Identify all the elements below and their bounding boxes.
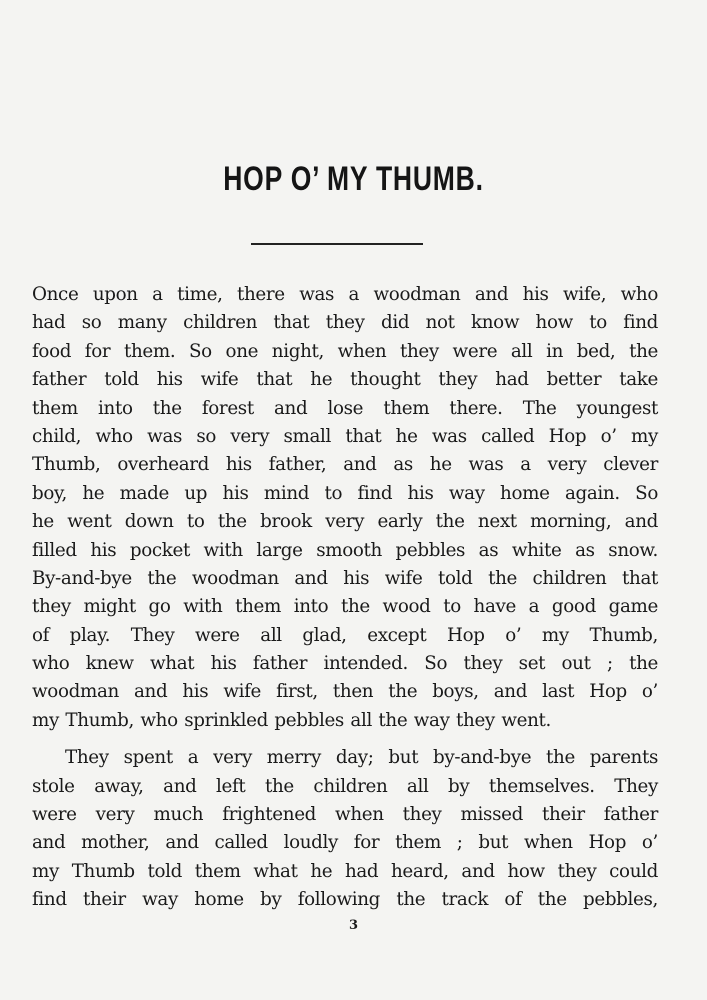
text-line: By-and-bye the woodman and his wife told the children that bbox=[32, 567, 658, 589]
text-line: my Thumb, who sprinkled pebbles all the way they went. bbox=[32, 709, 552, 731]
text-line: boy, he made up his mind to find his way home again. So bbox=[32, 482, 658, 504]
paragraph-2 bbox=[32, 744, 658, 914]
text-line: They spent a very merry day; but by-and-bye the parents bbox=[65, 747, 658, 769]
text-line: he went down to the brook very early the next morning, and bbox=[32, 511, 658, 533]
text-line: my Thumb told them what he had heard, and how they could bbox=[32, 860, 658, 882]
text-line: filled his pocket with large smooth pebbles as white as snow. bbox=[32, 539, 658, 561]
text-line: Once upon a time, there was a woodman and his wife, who bbox=[32, 284, 658, 305]
body-text bbox=[32, 281, 658, 915]
text-line: had so many children that they did not know how to find bbox=[32, 312, 658, 334]
text-line: woodman and his wife first, then the boys, and last Hop o’ bbox=[32, 681, 658, 703]
text-line: were very much frightened when they missed their father bbox=[32, 804, 658, 826]
text-line: and mother, and called loudly for them ; but when Hop o’ bbox=[32, 832, 658, 854]
text-line: Thumb, overheard his father, and as he was a very clever bbox=[32, 454, 658, 476]
text-line: of play. They were all glad, except Hop o’ my Thumb, bbox=[32, 624, 658, 646]
text-line: who knew what his father intended. So they set out ; the bbox=[32, 653, 658, 675]
paragraph-1 bbox=[32, 281, 658, 735]
text-line: father told his wife that he thought they had better take bbox=[32, 369, 658, 391]
text-line: food for them. So one night, when they were all in bed, the bbox=[32, 340, 658, 362]
title-rule bbox=[251, 243, 423, 245]
page-title: HOP O’ MY THUMB. bbox=[223, 160, 484, 198]
page-number: 3 bbox=[348, 918, 359, 933]
text-line: them into the forest and lose them there. The youngest bbox=[32, 397, 658, 419]
text-line: find their way home by following the track of the pebbles, bbox=[32, 889, 658, 911]
text-line: child, who was so very small that he was called Hop o’ my bbox=[32, 425, 658, 447]
text-line: they might go with them into the wood to have a good game bbox=[32, 596, 658, 618]
text-line: stole away, and left the children all by themselves. They bbox=[32, 775, 658, 797]
